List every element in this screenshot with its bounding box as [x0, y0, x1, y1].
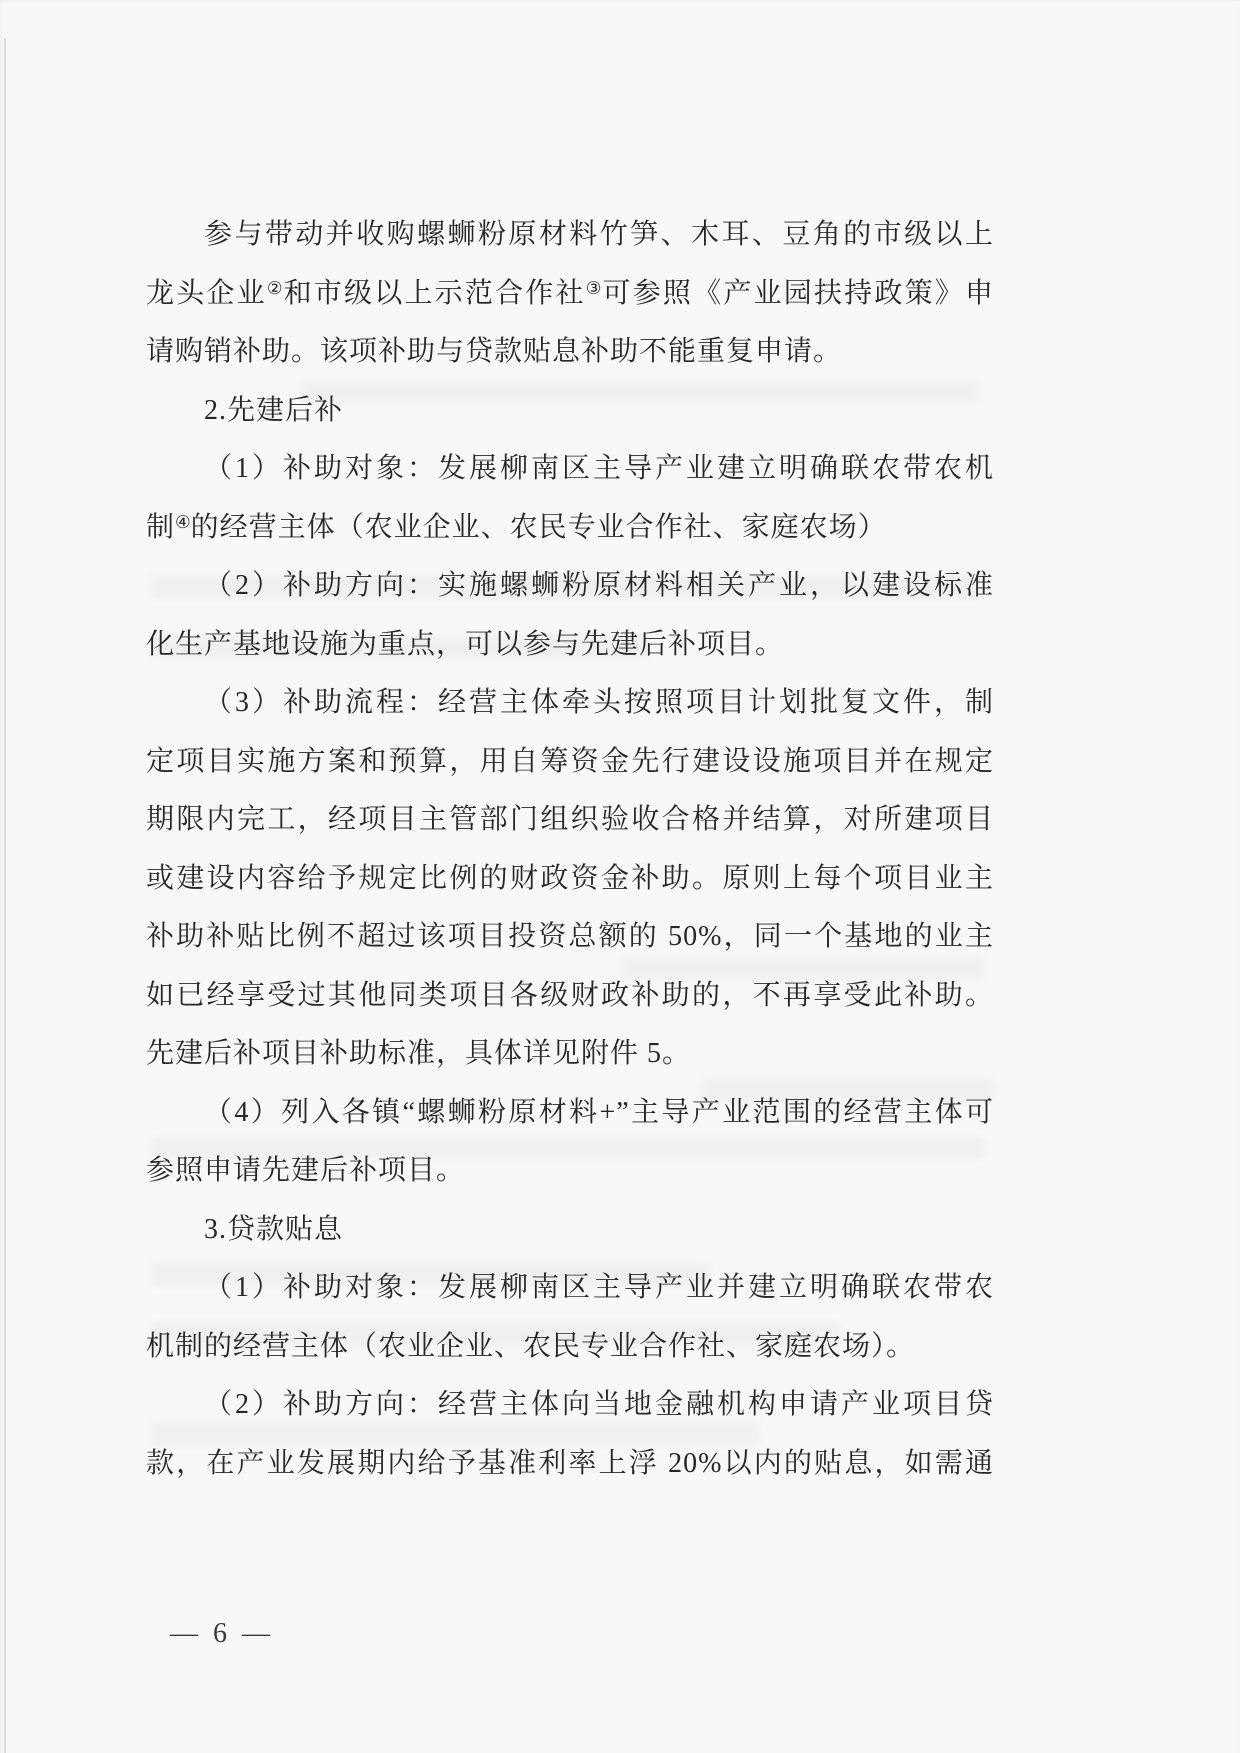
footnote-marker: ② [266, 278, 284, 298]
text-line: （2）补助方向：经营主体向当地金融机构申请产业项目贷 [204, 1389, 994, 1420]
text-line: 制④的经营主体（农业企业、农民专业合作社、家庭农场） [146, 511, 887, 543]
document-lines [146, 206, 994, 1493]
footnote-marker: ④ [175, 512, 191, 532]
text-line: （3）补助流程：经营主体牵头按照项目计划批复文件，制 [204, 687, 994, 718]
section-heading: 2.先建后补 [204, 394, 344, 426]
text-line: 化生产基地设施为重点，可以参与先建后补项目。 [146, 628, 785, 660]
text-line: 补助补贴比例不超过该项目投资总额的 50%，同一个基地的业主 [146, 921, 994, 952]
page-number: — 6 — [170, 1618, 274, 1649]
text-line: 机制的经营主体（农业企业、农民专业合作社、家庭农场）。 [146, 1330, 916, 1362]
text-line: 期限内完工，经项目主管部门组织验收合格并结算，对所建项目 [146, 804, 994, 835]
text-line: 参与带动并收购螺蛳粉原材料竹笋、木耳、豆角的市级以上 [204, 219, 994, 250]
text-line: 参照申请先建后补项目。 [146, 1155, 466, 1186]
text-line: （2）补助方向：实施螺蛳粉原材料相关产业，以建设标准 [204, 570, 994, 601]
footnote-marker: ③ [585, 278, 603, 298]
text-line: 请购销补助。该项补助与贷款贴息补助不能重复申请。 [146, 336, 843, 367]
text-line: 或建设内容给予规定比例的财政资金补助。原则上每个项目业主 [146, 862, 994, 894]
text-line: （1）补助对象：发展柳南区主导产业建立明确联农带农机 [204, 453, 994, 484]
text-line: （4）列入各镇“螺蛳粉原材料+”主导产业范围的经营主体可 [204, 1096, 994, 1128]
text-line: （1）补助对象：发展柳南区主导产业并建立明确联农带农 [204, 1272, 994, 1303]
text-line: 龙头企业②和市级以上示范合作社③可参照《产业园扶持政策》申 [146, 277, 994, 309]
text-line: 款，在产业发展期内给予基准利率上浮 20%以内的贴息，如需通 [146, 1447, 994, 1479]
text-line: 如已经享受过其他同类项目各级财政补助的，不再享受此补助。 [146, 979, 994, 1011]
text-line: 先建后补项目补助标准，具体详见附件 5。 [146, 1038, 692, 1069]
section-heading: 3.贷款贴息 [204, 1213, 344, 1245]
text-line: 定项目实施方案和预算，用自筹资金先行建设设施项目并在规定 [146, 745, 994, 777]
